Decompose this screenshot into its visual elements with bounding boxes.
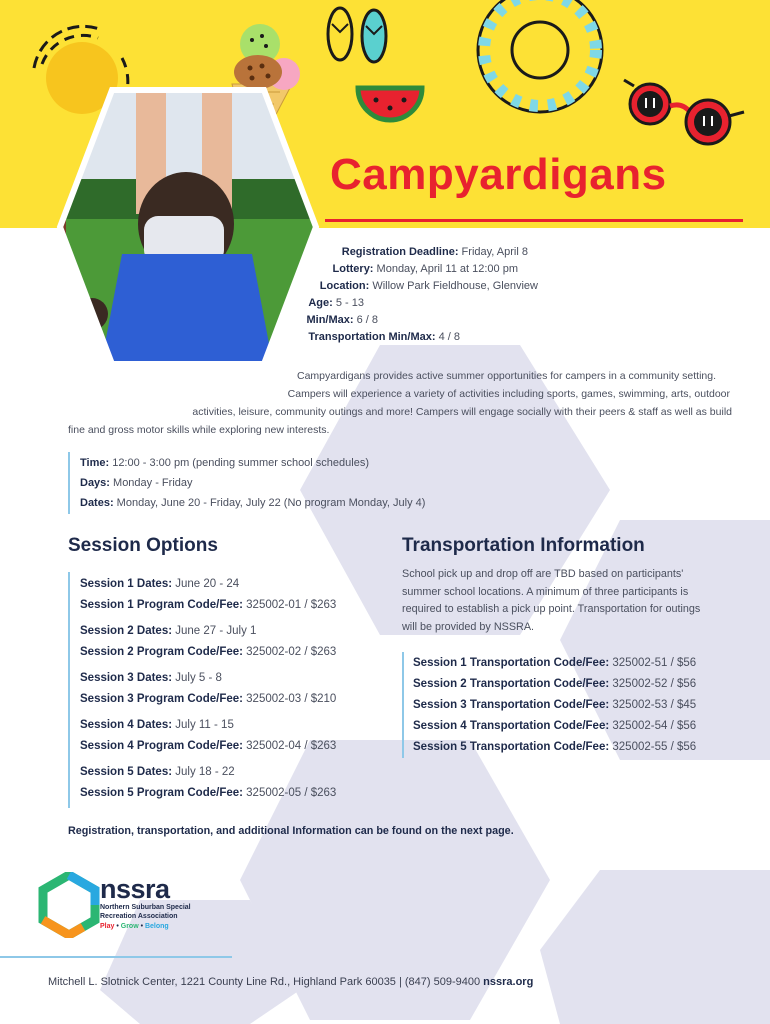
info-transportation-min-max: Transportation Min/Max: 4 / 8 bbox=[308, 331, 460, 343]
info-location: Location: Willow Park Fieldhouse, Glenview bbox=[319, 280, 538, 292]
transportation-text-line: School pick up and drop off are TBD based on participants' bbox=[402, 568, 684, 580]
event-info bbox=[230, 244, 538, 346]
transportation-text-line: will be provided by NSSRA. bbox=[402, 620, 535, 633]
session-program-code: Session 1 Program Code/Fee: 325002-01 / $263 bbox=[80, 599, 337, 611]
tag-sep: • bbox=[138, 923, 145, 930]
tag-grow: Grow bbox=[120, 923, 139, 930]
session-item bbox=[80, 668, 336, 710]
tag-sep: • bbox=[114, 923, 121, 930]
schedule-time: Time: 12:00 - 3:00 pm (pending summer school schedules) bbox=[80, 457, 369, 469]
transportation-codes bbox=[413, 653, 696, 758]
session-item bbox=[80, 621, 336, 663]
transportation-text-line: required to establish a pick up point. Transportation for outings bbox=[402, 603, 701, 615]
transportation-code: Session 2 Transportation Code/Fee: 325002-52 / $56 bbox=[413, 678, 697, 690]
title-underline bbox=[325, 219, 743, 222]
session-item bbox=[80, 762, 336, 804]
description-line: Campers will experience a variety of activities including sports, games, swimming, arts, outdoor bbox=[287, 388, 730, 400]
watermelon-icon bbox=[352, 78, 428, 144]
session-dates: Session 4 Dates: July 11 - 15 bbox=[80, 719, 234, 731]
session-dates: Session 3 Dates: July 5 - 8 bbox=[80, 672, 222, 684]
transportation-code: Session 1 Transportation Code/Fee: 325002-51 / $56 bbox=[413, 657, 697, 669]
session-dates: Session 2 Dates: June 27 - July 1 bbox=[80, 625, 257, 637]
nssra-logo bbox=[100, 875, 191, 933]
description bbox=[60, 367, 732, 439]
transportation-code: Session 4 Transportation Code/Fee: 325002-54 / $56 bbox=[413, 720, 697, 732]
description-line: fine and gross motor skills while exploring new interests. bbox=[68, 424, 330, 436]
flip-flops-icon bbox=[318, 4, 398, 68]
tag-belong: Belong bbox=[144, 923, 169, 930]
description-line: activities, leisure, community outings and more! Campers will engage socially with their peers & staff as well as build bbox=[192, 406, 732, 418]
schedule bbox=[80, 453, 425, 513]
footer-address: Mitchell L. Slotnick Center, 1221 County Line Rd., Highland Park 60035 | (847) 509-9400 bbox=[48, 976, 481, 988]
info-lottery: Lottery: Monday, April 11 at 12:00 pm bbox=[332, 263, 518, 275]
logo-line-1: Northern Suburban Special bbox=[100, 904, 191, 911]
footer bbox=[48, 976, 533, 988]
session-list bbox=[80, 574, 336, 804]
footer-divider bbox=[0, 956, 232, 958]
schedule-accent-bar bbox=[68, 452, 70, 514]
nssra-logo-mark-icon bbox=[38, 872, 100, 938]
transportation-heading: Transportation Information bbox=[402, 535, 645, 556]
logo-line-2: Recreation Association bbox=[100, 913, 178, 920]
transportation-code: Session 3 Transportation Code/Fee: 325002-53 / $45 bbox=[413, 699, 697, 711]
swim-ring-icon bbox=[468, 0, 612, 124]
schedule-days: Days: Monday - Friday bbox=[80, 477, 193, 489]
session-program-code: Session 4 Program Code/Fee: 325002-04 / $263 bbox=[80, 740, 337, 752]
sessions-accent-bar bbox=[68, 572, 70, 808]
info-registration-deadline: Registration Deadline: Friday, April 8 bbox=[341, 246, 528, 258]
session-item bbox=[80, 715, 336, 757]
schedule-dates: Dates: Monday, June 20 - Friday, July 22 (No program Monday, July 4) bbox=[80, 497, 426, 509]
logo-wordmark: nssra bbox=[100, 874, 170, 904]
session-dates: Session 1 Dates: June 20 - 24 bbox=[80, 578, 240, 590]
info-min-max: Min/Max: 6 / 8 bbox=[306, 314, 378, 326]
session-program-code: Session 2 Program Code/Fee: 325002-02 / $263 bbox=[80, 646, 337, 658]
session-dates: Session 5 Dates: July 18 - 22 bbox=[80, 766, 235, 778]
transportation-accent-bar bbox=[402, 652, 404, 758]
logo-tagline bbox=[100, 921, 191, 933]
description-line: Campyardigans provides active summer opportunities for campers in a community setting. bbox=[296, 370, 716, 382]
page-title: Campyardigans bbox=[330, 150, 667, 199]
tag-play: Play bbox=[100, 923, 115, 930]
transportation-text bbox=[402, 566, 700, 636]
transportation-text-line: summer school locations. A minimum of three participants is bbox=[402, 585, 689, 598]
footer-site: nssra.org bbox=[480, 976, 534, 988]
session-item bbox=[80, 574, 336, 616]
session-program-code: Session 3 Program Code/Fee: 325002-03 / $210 bbox=[80, 693, 337, 705]
session-options-heading: Session Options bbox=[68, 535, 218, 556]
session-program-code: Session 5 Program Code/Fee: 325002-05 / $263 bbox=[80, 787, 337, 799]
info-age: Age: 5 - 13 bbox=[308, 297, 364, 309]
next-page-note: Registration, transportation, and additional Information can be found on the next page. bbox=[68, 825, 514, 837]
transportation-code: Session 5 Transportation Code/Fee: 325002-55 / $56 bbox=[413, 741, 697, 753]
